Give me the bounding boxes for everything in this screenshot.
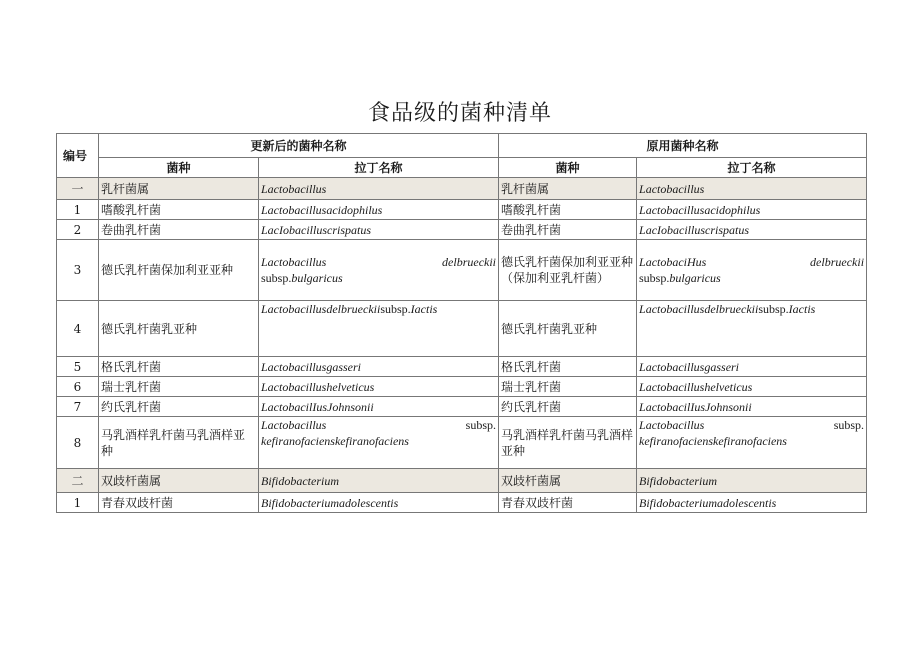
row-no: 6: [57, 377, 99, 397]
latin-genus: LactobaciHus: [639, 255, 707, 269]
subheader-row: [57, 158, 867, 178]
strain-table: [56, 133, 867, 513]
original-latin-name: LacIobacilluscrispatus: [637, 220, 867, 240]
original-latin-name: [637, 301, 867, 357]
table-row: [57, 397, 867, 417]
latin-name: LactobacilIusJohnsonii: [259, 397, 499, 417]
latin-subsp: subsp.: [465, 418, 497, 432]
original-latin-name: Lactobacillushelveticus: [637, 377, 867, 397]
header-species: 菌种: [99, 158, 259, 178]
latin-subspecies: Iactis: [788, 302, 816, 316]
species-name: 双歧杆菌属: [99, 469, 259, 493]
latin-name: Lactobacillus: [259, 178, 499, 200]
table-row: [57, 301, 867, 357]
row-no: 1: [57, 493, 99, 513]
species-name: 格氏乳杆菌: [99, 357, 259, 377]
latin-genus: Lactobacillus: [261, 418, 327, 432]
original-latin-name: [637, 417, 867, 469]
row-no: 一: [57, 178, 99, 200]
table-row: [57, 178, 867, 200]
latin-name: [259, 301, 499, 357]
original-species-name: 德氏乳杆菌乳亚种: [499, 301, 637, 357]
table-row: [57, 220, 867, 240]
original-latin-name: [637, 240, 867, 301]
row-no: 1: [57, 200, 99, 220]
header-species-original: 菌种: [499, 158, 637, 178]
table-row: [57, 357, 867, 377]
species-name: 青春双歧杆菌: [99, 493, 259, 513]
original-species-name: 双歧杆菌属: [499, 469, 637, 493]
latin-name: Bifidobacteriumadolescentis: [259, 493, 499, 513]
latin-subspecies: kefiranofacienskefiranofaciens: [261, 434, 409, 448]
latin-name: LacIobacilluscrispatus: [259, 220, 499, 240]
species-name: 嗜酸乳杆菌: [99, 200, 259, 220]
row-no: 2: [57, 220, 99, 240]
row-no: 8: [57, 417, 99, 469]
original-species-name: 约氏乳杆菌: [499, 397, 637, 417]
row-no: 3: [57, 240, 99, 301]
header-latin: 拉丁名称: [259, 158, 499, 178]
latin-species: delbrueckii: [810, 255, 865, 269]
species-name: 马乳酒样乳杆菌马乳酒样亚种: [99, 417, 259, 469]
latin-subspecies: Iactis: [410, 302, 438, 316]
latin-species: delbrueckii: [442, 255, 497, 269]
original-latin-name: Bifidobacterium: [637, 469, 867, 493]
original-species-name: 卷曲乳杆菌: [499, 220, 637, 240]
latin-genus-species: Lactobacillusdelbrueckii: [261, 302, 381, 316]
original-species-name: 格氏乳杆菌: [499, 357, 637, 377]
latin-subsp: subsp.: [758, 302, 789, 316]
original-species-name: 嗜酸乳杆菌: [499, 200, 637, 220]
latin-genus-species: Lactobacillusdelbrueckii: [639, 302, 759, 316]
latin-name: Lactobacillusgasseri: [259, 357, 499, 377]
original-species-name: 青春双歧杆菌: [499, 493, 637, 513]
original-species-name: 瑞士乳杆菌: [499, 377, 637, 397]
latin-name: Lactobacillusacidophilus: [259, 200, 499, 220]
latin-subsp: subsp.: [639, 271, 670, 285]
latin-subsp: subsp.: [261, 271, 292, 285]
header-original: 原用菌种名称: [499, 134, 867, 158]
latin-subspecies: bulgaricus: [669, 271, 721, 285]
species-name: 德氏乳杆菌乳亚种: [99, 301, 259, 357]
latin-subsp: subsp.: [380, 302, 411, 316]
latin-genus: Lactobacillus: [639, 418, 705, 432]
header-no: 编号: [57, 134, 99, 178]
original-latin-name: LactobacilIusJohnsonii: [637, 397, 867, 417]
latin-genus: Lactobacillus: [261, 255, 327, 269]
original-latin-name: Bifidobacteriumadolescentis: [637, 493, 867, 513]
header-row: [57, 134, 867, 158]
latin-name: Lactobacillushelveticus: [259, 377, 499, 397]
species-name: 卷曲乳杆菌: [99, 220, 259, 240]
original-latin-name: Lactobacillusacidophilus: [637, 200, 867, 220]
row-no: 二: [57, 469, 99, 493]
species-name: 德氏乳杆菌保加利亚亚种: [99, 240, 259, 301]
latin-subsp: subsp.: [833, 418, 865, 432]
latin-subspecies: bulgaricus: [291, 271, 343, 285]
table-row: [57, 240, 867, 301]
table-row: [57, 493, 867, 513]
row-no: 4: [57, 301, 99, 357]
original-latin-name: Lactobacillus: [637, 178, 867, 200]
species-name: 约氏乳杆菌: [99, 397, 259, 417]
table-row: [57, 469, 867, 493]
latin-name: [259, 417, 499, 469]
species-name: 乳杆菌属: [99, 178, 259, 200]
table-row: [57, 200, 867, 220]
header-updated: 更新后的菌种名称: [99, 134, 499, 158]
original-species-name: 马乳酒样乳杆菌马乳酒样亚种: [499, 417, 637, 469]
latin-name: [259, 240, 499, 301]
table-row: [57, 377, 867, 397]
table-row: [57, 417, 867, 469]
original-species-name: 乳杆菌属: [499, 178, 637, 200]
header-latin-original: 拉丁名称: [637, 158, 867, 178]
species-name: 瑞士乳杆菌: [99, 377, 259, 397]
original-species-name: 德氏乳杆菌保加利亚亚种（保加利亚乳杆菌）: [499, 240, 637, 301]
latin-subspecies: kefiranofacienskefiranofaciens: [639, 434, 787, 448]
row-no: 7: [57, 397, 99, 417]
original-latin-name: Lactobacillusgasseri: [637, 357, 867, 377]
row-no: 5: [57, 357, 99, 377]
latin-name: Bifidobacterium: [259, 469, 499, 493]
page-title: 食品级的菌种清单: [367, 101, 552, 126]
